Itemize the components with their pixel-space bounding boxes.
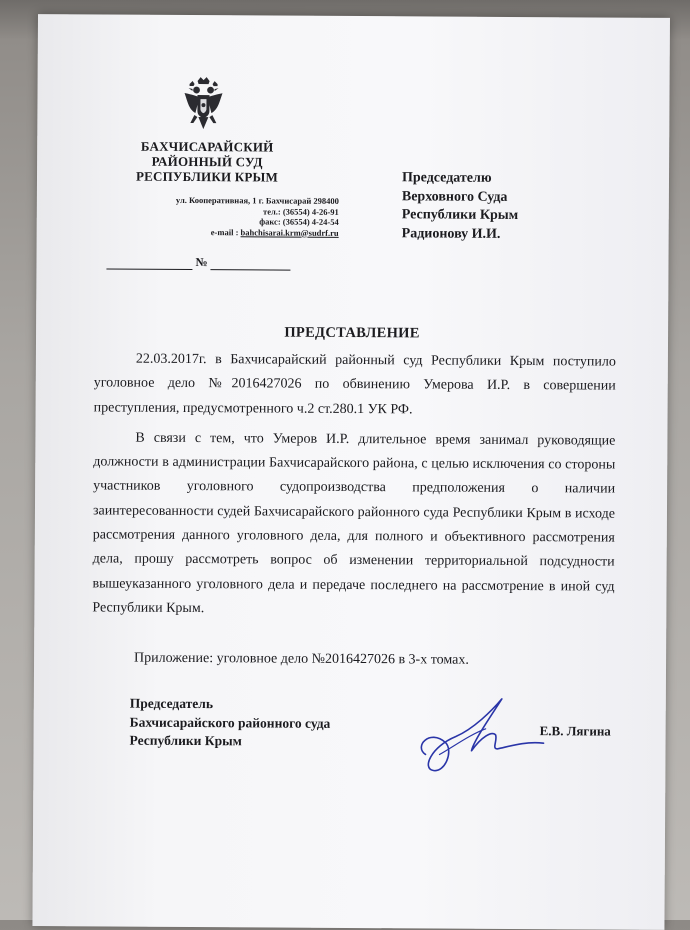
addressee-line-2: Верховного Суда [401,188,508,205]
registration-date-blank [106,256,192,270]
court-name [117,139,297,185]
court-name-line-1: БАХЧИСАРАЙСКИЙ [140,138,274,155]
court-phone: тел.: (36554) 4-26-91 [263,205,339,217]
document-body [92,347,616,629]
email-label: e-mail : [210,226,239,237]
signer-line-2: Бахчисарайского районного суда [129,714,331,731]
court-address: ул. Кооперативная, 1 г. Бахчисарай 298400 [175,194,339,206]
court-email-link[interactable]: bahchisarai.krm@sudrf.ru [240,226,339,238]
attachment-note: Приложение: уголовное дело №2016427026 в 3-х томах. [134,650,469,668]
court-contacts [99,194,339,237]
body-paragraph-1: 22.03.2017г. в Бахчисарайский районный суд Республики Крым поступило уголовное дело №2016427026 по обвинению Умерова И.Р. в совершении преступления, предусмотренного ч.2 ст.280.1 УК РФ. [93,351,616,417]
registration-number-blank [211,257,291,270]
signer-name: Е.В. Лягина [539,723,611,739]
signer-line-3: Республики Крым [129,732,242,749]
registration-number-line [106,254,326,270]
handwritten-signature [373,684,554,785]
court-name-line-2: РАЙОННЫЙ СУД [151,153,263,170]
addressee-line-3: Республики Крым [401,207,519,224]
number-sign: № [195,255,208,270]
signer-title-block [130,695,390,752]
addressee-line-1: Председателю [401,170,492,186]
body-paragraph-2: В связи с тем, что Умеров И.Р. длительное время занимал руководящие должности в администрации Бахчисарайского района, с целью исключения со стороны участников уголовного судопроизводства предположения о наличии заинтересованности судей Бахчисарайского районного суда Республики Крым в исходе рассмотрения данного уголовного дела, для полного и объективного рассмотрения дела, прошу рассмотреть вопрос об изменении территориальной подсудности вышеуказанного уголовного дела и передаче последнего на рассмотрение в иной суд Республики Крым. [92,430,616,617]
document-title: ПРЕДСТАВЛЕНИЕ [284,324,420,342]
court-email-row [99,226,339,238]
court-name-line-3: РЕСПУБЛИКИ КРЫМ [136,168,279,185]
addressee-block [402,169,632,244]
court-fax: факс: (36554) 4-24-54 [259,216,339,227]
signer-line-1: Председатель [129,695,214,712]
document-page [32,14,670,930]
addressee-line-4: Радионову И.И. [401,225,501,242]
coat-of-arms-emblem [181,75,225,133]
